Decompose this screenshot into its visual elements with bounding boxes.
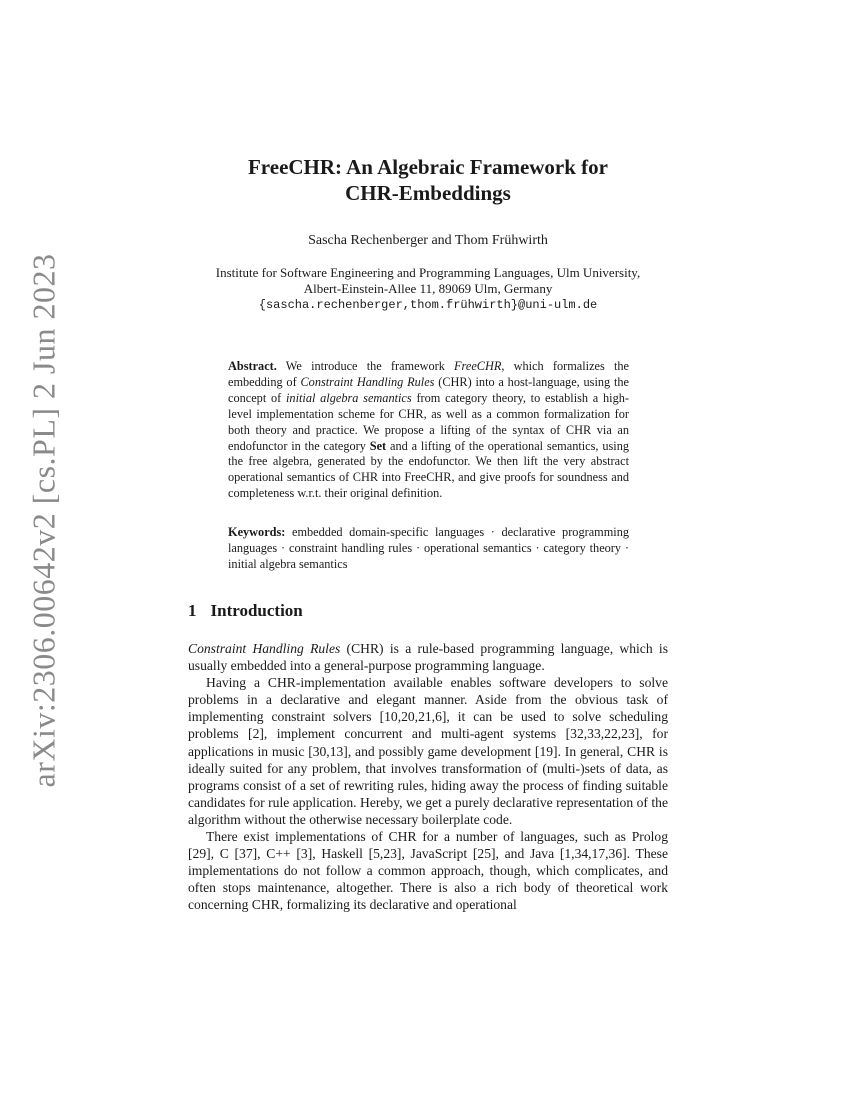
- affiliation-line-1: Institute for Software Engineering and Programming Languages, Ulm University,: [215, 265, 641, 280]
- author-email: {sascha.rechenberger,thom.frühwirth}@uni-ulm.de: [258, 298, 598, 312]
- introduction-body: [188, 640, 668, 914]
- abstract-bold-set: Set: [369, 438, 387, 453]
- paragraph-1-text: (CHR) is a rule-based programming language, which is usually embedded into a general-purpose programming language.: [188, 641, 668, 674]
- keywords: [228, 525, 629, 573]
- affiliation: [150, 265, 706, 313]
- author-list: Sascha Rechenberger and Thom Frühwirth: [308, 233, 548, 248]
- abstract-emph-initial-algebra: initial algebra semantics: [286, 390, 412, 405]
- title-line-1: FreeCHR: An Algebraic Framework for: [247, 155, 608, 179]
- abstract-emph-freechr: FreeCHR: [454, 359, 502, 373]
- paper-title: [150, 154, 706, 206]
- keywords-label: Keywords:: [228, 525, 286, 539]
- paragraph-2: Having a CHR-implementation available enables software developers to solve problems in a declarative and elegant manner. Aside from the obvious task of implementing constraint solvers [10,20,21,6], it can be used to solve scheduling problems [2], implement concurrent and multi-agent systems [32,33,22,23], for applications in music [30,13], and possibly game development [19]. In general, CHR is ideally suited for any problem, that involves transformation of (multi-)sets of data, as programs consist of a set of rewriting rules, hiding away the process of finding suitable candidates for rule application. Hereby, we get a purely declarative representation of the algorithm without the otherwise necessary boilerplate code.: [188, 675, 668, 827]
- abstract-text-4: from category theory, to establish a high-level implementation scheme for CHR, as well as a common formalization for both theory and practice. We propose a lifting of the syntax of CHR via an endofunctor in the category: [228, 390, 629, 453]
- abstract-text-5: and a lifting of the operational semantics, using the free algebra, generated by the endofunctor. We then lift the very abstract operational semantics of CHR into FreeCHR, and give proofs for soundness and completeness w.r.t. their original definition.: [228, 438, 629, 501]
- section-number: 1: [188, 601, 197, 620]
- section-heading-introduction: [188, 601, 303, 621]
- keywords-text: embedded domain-specific languages · declarative programming languages · constraint handling rules · operational semantics · category theory · initial algebra semantics: [228, 525, 629, 571]
- arxiv-identifier-text: arXiv:2306.00642v2 [cs.PL] 2 Jun 2023: [25, 252, 62, 788]
- paragraph-3: There exist implementations of CHR for a number of languages, such as Prolog [29], C [37], C++ [3], Haskell [5,23], JavaScript [25], and Java [1,34,17,36]. These implementations do not follow a common approach, though, which complicates, and often stops maintenance, altogether. There is also a rich body of theoretical work concerning CHR, formalizing its declarative and operational: [188, 829, 668, 913]
- abstract-text-3: (CHR) into a host-language, using the concept of: [228, 374, 629, 405]
- title-line-2: CHR-Embeddings: [345, 181, 511, 205]
- affiliation-line-2: Albert-Einstein-Allee 11, 89069 Ulm, Germany: [303, 281, 553, 296]
- paragraph-1-emph: Constraint Handling Rules: [188, 641, 341, 656]
- paragraph-1: [188, 640, 668, 674]
- arxiv-identifier: [14, 252, 74, 788]
- abstract: [228, 359, 629, 502]
- abstract-text-1: We introduce the framework: [276, 359, 455, 373]
- abstract-label: Abstract.: [228, 359, 277, 373]
- abstract-text-2: , which formalizes the embedding of: [228, 359, 629, 389]
- section-title: Introduction: [210, 601, 303, 620]
- abstract-emph-chr: Constraint Handling Rules: [300, 374, 435, 389]
